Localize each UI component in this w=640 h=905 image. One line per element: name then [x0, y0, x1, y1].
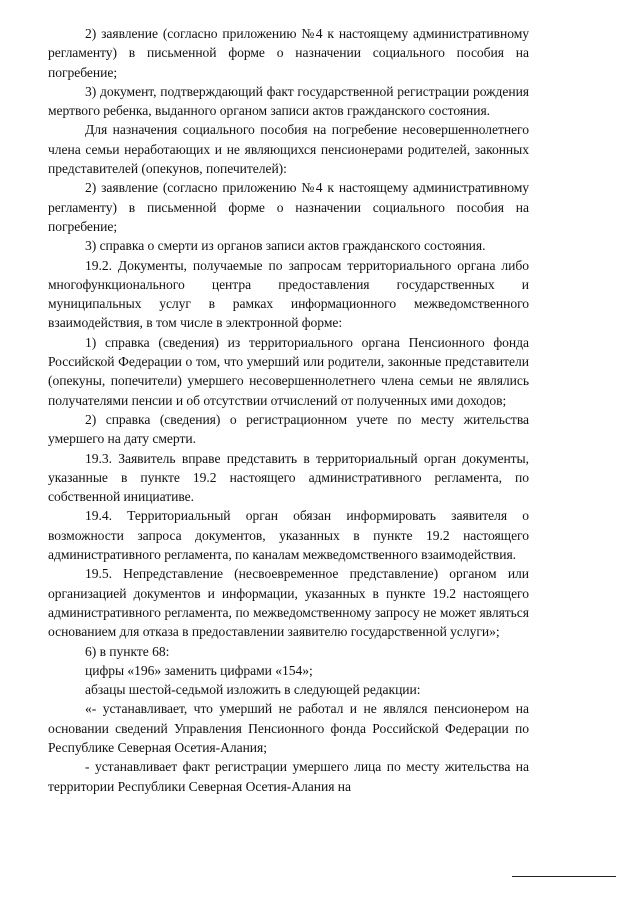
paragraph: цифры «196» заменить цифрами «154»;: [85, 662, 313, 678]
paragraph: абзацы шестой-седьмой изложить в следующей редакции:: [85, 682, 421, 698]
paragraph: 19.4. Территориальный орган обязан информировать заявителя о возможности запроса документов, указанных в пункте 19.2 настоящего административного регламента, по каналам межведомственного взаимодействия.: [48, 508, 529, 563]
paragraph: 2) справка (сведения) о регистрационном учете по месту жительства умершего на дату смерти.: [48, 411, 529, 447]
paragraph: 6) в пункте 68:: [85, 643, 170, 659]
paragraph: 2) заявление (согласно приложению №4 к настоящему административному регламенту) в письменной форме о назначении социального пособия на погребение;: [48, 26, 529, 80]
paragraph: 19.3. Заявитель вправе представить в территориальный орган документы, указанные в пункте 19.2 настоящего административного регламента, по собственной инициативе.: [48, 450, 529, 505]
paragraph: 1) справка (сведения) из территориального органа Пенсионного фонда Российской Федерации о том, что умерший или родители, законные представители (опекуны, попечители) умершего несовершеннолетнего члена семьи не являлись получателями пенсии и об отсутствии отчислений от полученных ими доходов;: [48, 334, 529, 408]
paragraph: 19.2. Документы, получаемые по запросам территориального органа либо многофункционального центра предоставления государственных и муниципальных услуг в рамках информационного межведомственного взаимодействия, в том числе в электронной форме:: [48, 257, 529, 331]
paragraph: 2) заявление (согласно приложению №4 к настоящему административному регламенту) в письменной форме о назначении социального пособия на погребение;: [48, 180, 529, 234]
paragraph: «- устанавливает, что умерший не работал и не являлся пенсионером на основании сведений Управления Пенсионного фонда Российской Федерации по Республике Северная Осетия-Алания;: [48, 701, 529, 755]
document-body: [48, 24, 529, 796]
paragraph: 3) справка о смерти из органов записи актов гражданского состояния.: [85, 238, 486, 254]
paragraph: 3) документ, подтверждающий факт государственной регистрации рождения мертвого ребенка, выданного органом записи актов гражданского состояния.: [48, 83, 529, 119]
footer-rule: [512, 876, 616, 877]
paragraph: 19.5. Непредставление (несвоевременное представление) органом или организацией документов и информации, указанных в пункте 19.2 настоящего административного регламента, по межведомственному запросу не может являться основанием для отказа в предоставлении заявителю государственной услуги»;: [48, 566, 529, 640]
paragraph: Для назначения социального пособия на погребение несовершеннолетнего члена семьи неработающих и не являющихся пенсионерами родителей, законных представителей (опекунов, попечителей):: [48, 122, 529, 177]
paragraph: - устанавливает факт регистрации умершего лица по месту жительства на территории Республики Северная Осетия-Алания на: [48, 759, 529, 794]
